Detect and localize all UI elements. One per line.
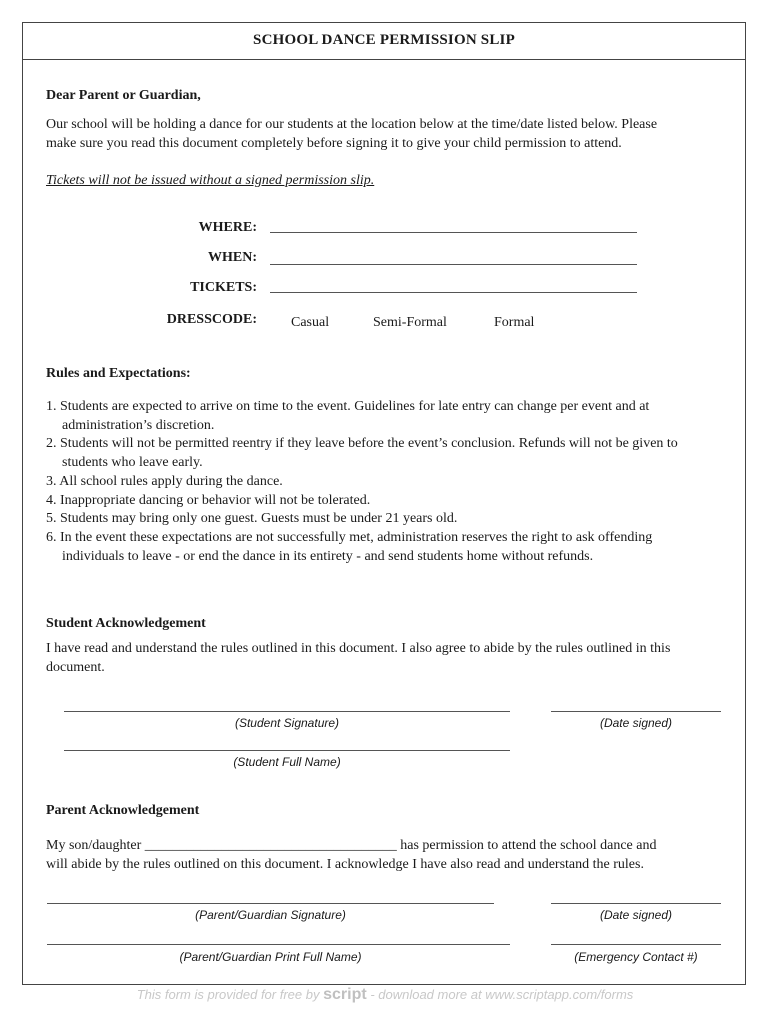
rule-item: 4. Inappropriate dancing or behavior will not be tolerated. xyxy=(46,492,371,508)
parent-name-line[interactable] xyxy=(47,944,510,945)
when-label: WHEN: xyxy=(208,250,257,265)
rule-item: 5. Students may bring only one guest. Guests must be under 21 years old. xyxy=(46,511,458,527)
when-field[interactable] xyxy=(270,264,637,265)
script-logo: script xyxy=(323,986,367,1003)
student-name-caption: (Student Full Name) xyxy=(233,755,341,769)
tickets-label: TICKETS: xyxy=(190,280,257,295)
footer-prefix: This form is provided for free by xyxy=(136,987,320,1002)
dresscode-option-semi-formal[interactable]: Semi-Formal xyxy=(373,315,447,330)
student-ack-heading: Student Acknowledgement xyxy=(46,616,206,631)
rule-item: 6. In the event these expectations are not successfully met, administration reserves the right to ask offending individuals to leave - or end the dance in its entirety - and send students home without refunds. xyxy=(46,529,653,564)
rule-item: 1. Students are expected to arrive on time to the event. Guidelines for late entry can change per event and at administration’s discretion. xyxy=(46,399,650,433)
dresscode-label: DRESSCODE: xyxy=(166,312,257,327)
parent-signature-line[interactable] xyxy=(47,903,494,904)
parent-ack-suffix: has permission to attend the school dance and xyxy=(400,838,657,853)
where-label: WHERE: xyxy=(198,220,257,235)
rules-list xyxy=(46,398,716,566)
rules-heading: Rules and Expectations: xyxy=(46,366,191,381)
student-date-caption: (Date signed) xyxy=(599,716,673,730)
student-name-line[interactable] xyxy=(64,750,510,751)
dresscode-option-formal[interactable]: Formal xyxy=(494,315,535,330)
parent-ack-heading: Parent Acknowledgement xyxy=(46,803,200,818)
student-date-line[interactable] xyxy=(551,711,721,712)
rule-item: 2. Students will not be permitted reentry if they leave before the event’s conclusion. Refunds will not be given to students who leave early. xyxy=(46,436,678,471)
emergency-contact-line[interactable] xyxy=(551,944,721,945)
student-signature-line[interactable] xyxy=(64,711,510,712)
parent-ack-prefix: My son/daughter xyxy=(46,838,142,853)
student-signature-caption: (Student Signature) xyxy=(234,716,340,730)
greeting: Dear Parent or Guardian, xyxy=(46,88,201,103)
student-ack-text-line-1: I have read and understand the rules outlined in this document. I also agree to abide by the rules outlined in this xyxy=(46,641,671,656)
dresscode-option-casual[interactable]: Casual xyxy=(291,315,330,330)
parent-date-line[interactable] xyxy=(551,903,721,904)
parent-ack-text-line-1 xyxy=(46,836,656,855)
parent-signature-caption: (Parent/Guardian Signature) xyxy=(195,908,346,922)
parent-ack-text-line-2: will abide by the rules outlined on this document. I acknowledge I have also read and understand the rules. xyxy=(46,857,644,872)
where-field[interactable] xyxy=(270,232,637,233)
rule-item: 3. All school rules apply during the dance. xyxy=(46,473,283,489)
intro-line-2: make sure you read this document completely before signing it to give your child permission to attend. xyxy=(46,136,622,151)
ticket-notice: Tickets will not be issued without a signed permission slip. xyxy=(46,173,375,188)
footer-suffix: - download more at www.scriptapp.com/forms xyxy=(370,987,634,1002)
footer-watermark xyxy=(0,986,770,1004)
parent-name-caption: (Parent/Guardian Print Full Name) xyxy=(179,950,362,964)
student-ack-text-line-2: document. xyxy=(46,660,105,675)
parent-date-caption: (Date signed) xyxy=(599,908,673,922)
form-title: SCHOOL DANCE PERMISSION SLIP xyxy=(22,22,746,60)
tickets-field[interactable] xyxy=(270,292,637,293)
child-name-blank[interactable]: ____________________________________ xyxy=(144,838,397,853)
emergency-contact-caption: (Emergency Contact #) xyxy=(574,950,698,964)
intro-line-1: Our school will be holding a dance for our students at the location below at the time/date listed below. Please xyxy=(46,117,658,132)
